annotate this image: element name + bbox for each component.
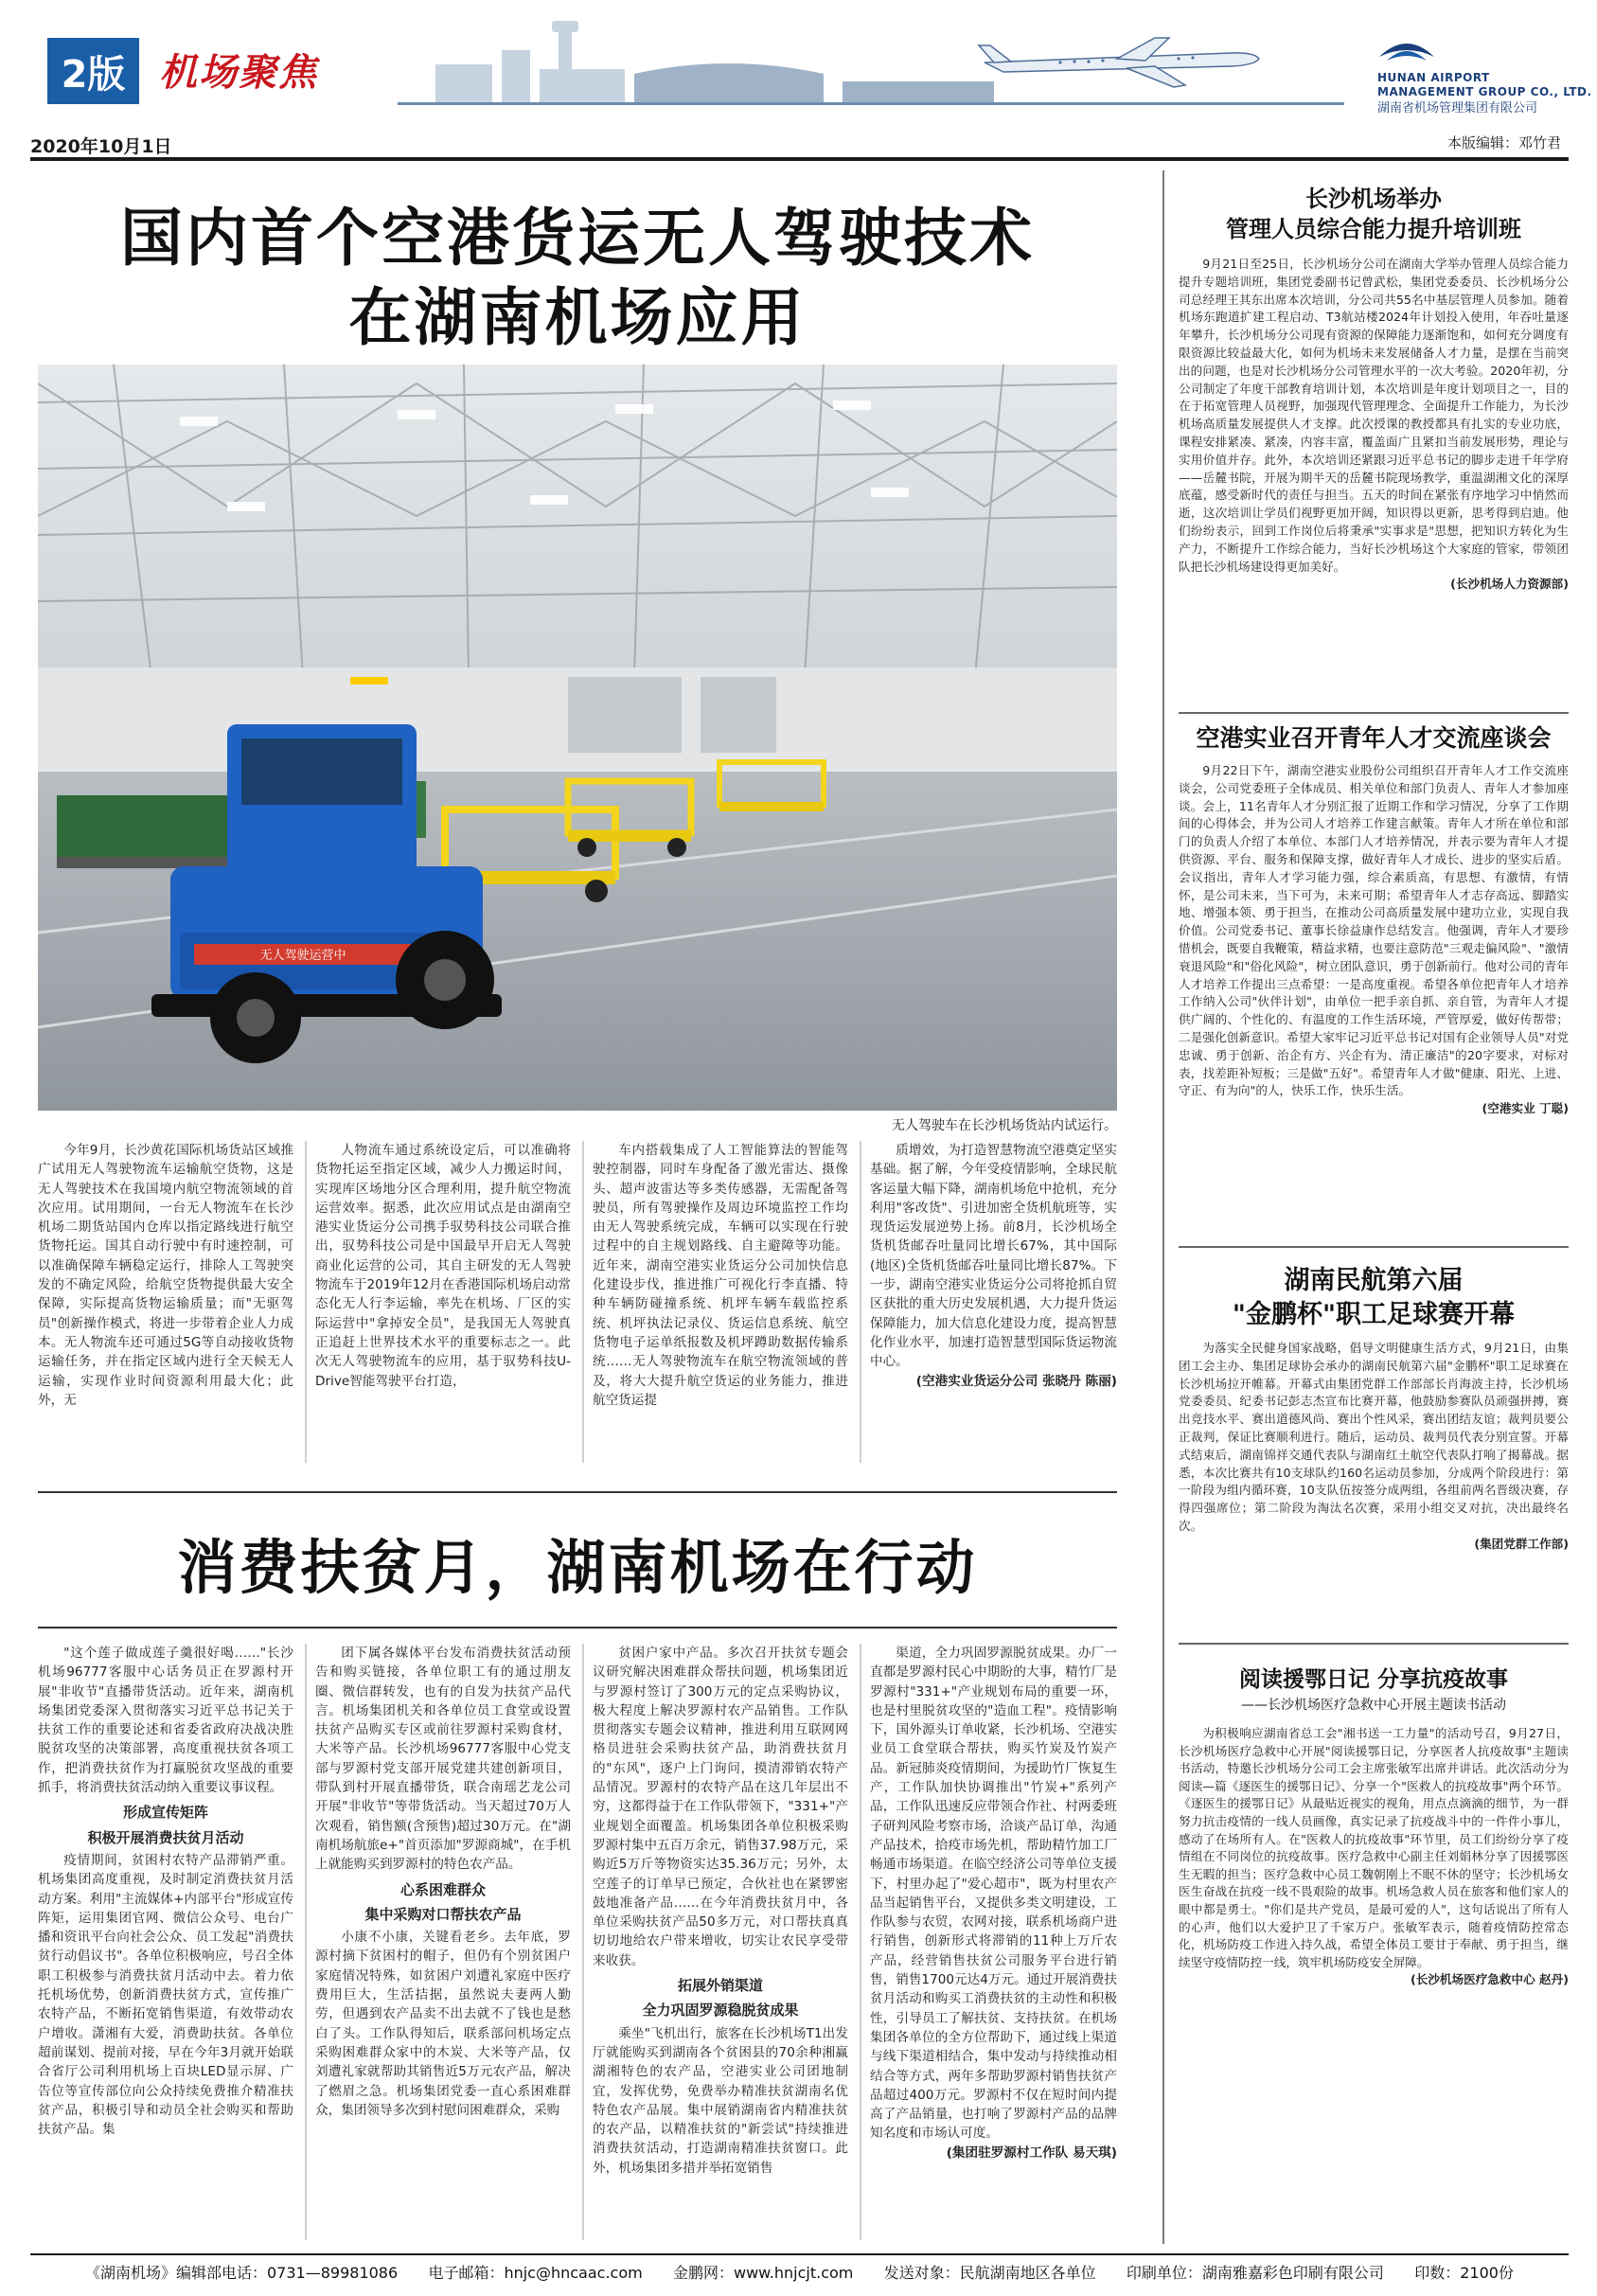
lead-col-2: 人物流车通过系统设定后，可以准确将货物托运至指定区域，减少人力搬运时间，实现库区场地分区合理利用，提升航空物流运营效率。据悉，此次应用试点是由湖南空港实业货运分公司携手驭势科技公司联合推出，驭势科技公司是中国最早开启无人驾驶商业化运营的公司，其自主研发的无人驾驶物流车于2019年12月在香港国际机场启动常态化无人行李运输，率先在机场、厂区的实际运营中"拿掉安全员"，是我国无人驾驶真正追赶上世界技术水平的重要标志之一。此次无人驾驶物流车的应用，基于驭势科技U-Drive智能驾驶平台打造， [315, 1143, 571, 1389]
company-name-cn: 湖南省机场管理集团有限公司 [1377, 101, 1538, 116]
poverty-subhead-1b: 积极开展消费扶贫月活动 [87, 1828, 244, 1846]
page-editor: 本版编辑：邓竹君 [1446, 134, 1561, 151]
company-name-en-line1: HUNAN AIRPORT [1377, 71, 1490, 84]
article-divider [1179, 712, 1569, 714]
column-divider [860, 1141, 861, 1463]
article2-byline: (空港实业 丁聪) [1482, 1101, 1569, 1116]
article4-title: 阅读援鄂日记 分享抗疫故事 [1238, 1667, 1508, 1692]
column-divider [305, 1141, 307, 1463]
footer-distribution: 发送对象：民航湖南地区各单位 [883, 2264, 1096, 2282]
top-divider [30, 157, 1569, 161]
poverty-byline: (集团驻罗源村工作队 易天琪) [946, 2145, 1117, 2161]
section-divider [38, 1627, 1117, 1629]
lead-photo-caption: 无人驾驶车在长沙机场货站内试运行。 [892, 1118, 1117, 1133]
footer [30, 2261, 1569, 2287]
poverty-subhead-3a: 拓展外销渠道 [677, 1977, 763, 1995]
footer-website: 金鹏网：www.hnjcjt.com [672, 2264, 854, 2282]
article3-byline: (集团党群工作部) [1474, 1536, 1569, 1551]
article2-body: 9月22日下午，湖南空港实业股份公司组织召开青年人才工作交流座谈会，公司党委班子全体成员、相关单位和部门负责人、青年人才参加座谈。会上，11名青年人才分别汇报了近期工作和学习情况，分享了工作期间的心得体会，并为公司人才培养工作建言献策。青年人才所在单位和部门的负责人介绍了本单位、本部门人才培养情况，并表示要为青年人才提供资源、平台、服务和保障支撑，做好青年人才成长、进步的坚实后盾。会议指出，青年人才学习能力强，综合素质高，有思想、有激情，有情怀，是公司未来，当下可为，未来可期；希望青年人才志存高远、脚踏实地、增强本领、勇于担当，在推动公司高质量发展中建功立业，实现自我价值。公司党委书记、董事长徐益康作总结发言。他强调，青年人才要珍惜机会，既要自我鞭策，精益求精，也要注意防范"三观走偏风险"、"激情衰退风险"和"俗化风险"，树立团队意识，勇于创新前行。他对公司的青年人才培养工作提出三点希望：一是高度重视。希望各单位把青年人才培养工作纳入公司"伙伴计划"，由单位一把手亲自抓、亲自管，为青年人才提供广阔的、个性化的、有温度的工作生活环境，严管厚爱，做好传帮带；二是强化创新意识。希望大家牢记习近平总书记对国有企业领导人员"对党忠诚、勇于创新、治企有方、兴企有为、清正廉洁"的20字要求，对标对表，找差距补短板；三是做"五好"。希望青年人才做"健康、阳光、上进、守正、有为向"的人，快乐工作，快乐生活。 (空港实业 丁聪) [1179, 762, 1569, 1118]
column-title: 机场聚焦 [159, 50, 318, 95]
poverty-col-3: 贫困户家中产品。多次召开扶贫专题会议研究解决困难群众帮扶问题，机场集团近与罗源村签订了300万元的定点采购协议，极大程度上解决罗源村农产品销售。工作队贯彻落实专题会议精神，推进利用互联网网格员进驻会采购扶贫产品，助消费扶贫月的"东风"，逐户上门询问，摸清滞销农特产品情况。罗源村的农特产品在这几年层出不穷，这都得益于在工作队带领下，"331+"产业规划全面覆盖。机场集团各单位积极采购罗源村集中五百万余元，销售37.98万元，采购近5万斤等物资实达35.36万元；另外，太空莲子的订单早已预定，合伙社也在紧锣密鼓地准备产品……在今年消费扶贫月中，各单位采购扶贫产品50多万元，对口帮扶真真切切地给农户带来增收，切实让农民享受带来收获。 拓展外销渠道 全力巩固罗源稳脱贫成果 乘坐"飞机出行，旅客在长沙机场T1出发厅就能购买到湖南各个贫困县的70余种湘赢湖湘特色的农产品，空港实业公司团地制宜，发挥优势，免费举办精准扶贫湖南名优特色农产品展。集中展销湖南省内精准扶贫的农产品，以精准扶贫的"新尝试"持续推进消费扶贫活动，打造湖南精准扶贫窗口。此外，机场集团多措并举拓宽销售 [593, 1646, 849, 2176]
company-name-en-line2: MANAGEMENT GROUP CO., LTD. [1377, 85, 1592, 98]
article4-body: 为积极响应湖南省总工会"湘书送一工力量"的活动号召，9月27日，长沙机场医疗急救中心开展"阅读援鄂日记，分享医者人抗疫故事"主题读书活动，特邀长沙机场分公司工会主席张敏军出席并讲话。此次活动分为阅读—篇《逐医生的援鄂日记》、分享一个"医救人的抗疫故事"两个环节。《逐医生的援鄂日记》从最贴近视实的视角，用点点滴滴的细节，为一群努力抗击疫情的一线人员画像，真实记录了抗疫战斗中的一件件小事儿，感动了在场所有人。在"医救人的抗疫故事"环节里，员工们纷纷分享了疫情组在不同岗位的抗疫故事。医疗急救中心副主任刘娟林分享了因援鄂医生无暇的担当；医疗急救中心员工魏朝刚上不眠不休的坚守；长沙机场女医生奋战在抗疫一线不畏艰险的故事。机场急救人员在旅客和他们家人的眼中都是勇士。"你们是共产党员，是最可爱的人"，这句话说出了所有人的心声，他们以大爱护卫了千家万户。张敏军表示，随着疫情防控常态化，机场防疫工作进入持久战，希望全体员工要甘于奉献、勇于担当，继续坚守疫情防控一线，筑牢机场防疫安全屏障。 (长沙机场医疗急救中心 赵丹) [1179, 1725, 1569, 1989]
column-divider [305, 1644, 307, 2240]
poverty-col-1: "这个莲子做成莲子羹很好喝……"长沙机场96777客服中心话务员正在罗源村开展"非收节"直播带货活动。近年来，湖南机场集团党委深入贯彻落实习近平总书记关于扶贫工作的重要论述和省委省政府决战决胜脱贫攻坚的决策部署，高度重视扶贫各项工作，把消费扶贫作为打赢脱贫攻坚战的重要抓手，将消费扶贫活动纳入重要议事议程。 形成宣传矩阵 积极开展消费扶贫月活动 疫情期间，贫困村农特产品滞销严重。机场集团高度重视，及时制定消费扶贫月活动方案。利用"主流媒体+内部平台"形成宣传阵矩，运用集团官网、微信公众号、电台广播和资讯平台向社会公众、员工发起"消费扶贫行动倡议书"。各单位积极响应，号召全体职工积极参与消费扶贫月活动中去。着力依托机场优势，创新消费扶贫方式，宣传推广农特产品，不断拓宽销售渠道，有效带动农户增收。潇湘有大爱，消费助扶贫。各单位超前谋划、提前对接，早在今年3月就开始联合省厅公司利用机场上百块LED显示屏、广告位等宣传部位向公众持续免费推介精准扶贫产品，积极引导和动员全社会购买和帮助扶贫产品。集 [38, 1646, 293, 2138]
right-column-divider [1162, 170, 1164, 2244]
footer-print-run: 印数：2100份 [1414, 2264, 1514, 2282]
issue-date: 2020年10月1日 [30, 136, 172, 157]
article-divider [1179, 1643, 1569, 1645]
article-divider [1179, 1246, 1569, 1248]
lead-photo-driverless-vehicle [38, 365, 1117, 1111]
footer-divider [30, 2253, 1569, 2255]
lead-col-4: 质增效，为打造智慧物流空港奠定坚实基础。据了解，今年受疫情影响，全球民航客运量大幅下降，湖南机场危中抢机，充分利用"客改货"、引进加密全货机航班等，实现货运发展逆势上扬。前8月，长沙机场全货机货邮吞吐量同比增长67%，其中国际(地区)全货机货邮吞吐量同比增长87%。下一步，湖南空港实业货运分公司将抢抓自贸区获批的重大历史发展机遇，大力提升货运保障能力，加大信息化建设力度，提高智慧化作业水平，加速打造智慧型国际货运物流中心。 (空港实业货运分公司 张晓丹 陈丽) [870, 1141, 1117, 1391]
lead-col-1: 今年9月，长沙黄花国际机场货站区域推广试用无人驾驶物流车运输航空货物，这是无人驾驶技术在我国境内航空物流领域的首次应用。试用期间，一台无人物流车在长沙机场二期货站国内仓库以指定路线进行航空货物托运。国其自动行驶中有时速控制，可以准确保障车辆稳定运行，排除人工驾驶突发的不确定风险，给航空货物提供最大安全保障，实际提高货物运输质量；而"无驱驾员"创新操作模式，将进一步带着企业人力成本。无人物流车还可通过5G等自动接收货物运输任务，并在指定区域内进行全天候无人运输，实现作业时间资源利用最大化；此外，无 [38, 1143, 293, 1408]
footer-printer: 印刷单位：湖南雅嘉彩色印刷有限公司 [1126, 2264, 1384, 2282]
footer-email: 电子邮箱：hnjc@hncaac.com [428, 2264, 643, 2282]
poverty-headline: 消费扶贫月，湖南机场在行动 [177, 1533, 978, 1602]
article3-title-line1: 湖南民航第六届 [1284, 1266, 1464, 1295]
article4-byline: (长沙机场医疗急救中心 赵丹) [1410, 1972, 1569, 1987]
lead-headline-line1: 国内首个空港货运无人驾驶技术 [120, 202, 1035, 275]
poverty-subhead-3b: 全力巩固罗源稳脱贫成果 [642, 2002, 799, 2020]
section-divider [38, 1491, 1117, 1493]
article3-title-line2: "金鹏杯"职工足球赛开幕 [1232, 1300, 1516, 1329]
edition-number: 2版 [47, 38, 139, 104]
lead-byline: (空港实业货运分公司 张晓丹 陈丽) [915, 1373, 1117, 1389]
company-logo-icon [1375, 28, 1438, 66]
poverty-subhead-2b: 集中采购对口帮扶农产品 [364, 1905, 522, 1923]
article1-body: 9月21日至25日，长沙机场分公司在湖南大学举办管理人员综合能力提升专题培训班，集团党委副书记曾武松，集团党委委员、长沙机场分公司总经理王其东出席本次培训，分公司共55名中基层管理人员参加。随着机场东跑道扩建工程启动、T3航站楼2024年计划投入使用，年吞吐量逐年攀升，长沙机场分公司现有资源的保障能力逐渐饱和，如何充分调度有限资源比较益最大化，如何为机场未来发展储备人才力量，是摆在当前突出的问题，也是对长沙机场分公司管理水平的一次大考验。2020年初，分公司制定了年度干部教育培训计划，本次培训是年度计划项目之一，目的在于拓宽管理人员视野，加强现代管理理念、全面提升工作能力，为长沙机场高质量发展提供人才支撑。此次授课的教授都具有扎实的专业功底，课程安排紧凑、紧凑，内容丰富，覆盖面广且紧扣当前发展形势，理论与实用价值并存。此外，本次培训还紧跟习近平总书记的脚步走进千年学府——岳麓书院，开展为期半天的岳麓书院现场教学，重温湖湘文化的深厚底蕴，感受新时代的责任与担当。五天的时间在紧张有序地学习中悄然而逝，这次培训让学员们视野更加开阔，知识得以更新，思考得到启迪。他们纷纷表示，回到工作岗位后将秉承"实事求是"思想，把知识方转化为生产力，不断提升工作综合能力，当好长沙机场这个大家庭的管家，带领团队把长沙机场建设得更加美好。 (长沙机场人力资源部) [1179, 256, 1569, 594]
airport-skyline-illustration [398, 17, 1344, 112]
masthead [0, 0, 1597, 128]
poverty-subhead-2a: 心系困难群众 [399, 1880, 486, 1898]
lead-headline-line2: 在湖南机场应用 [348, 281, 807, 354]
poverty-col-2: 团下属各媒体平台发布消费扶贫活动预告和购买链接，各单位职工有的通过朋友圈、微信群转发，也有的自发为扶贫产品代言。机场集团机关和各单位员工食堂或设置扶贫产品购买专区或前往罗源村采购食材，大米等产品。长沙机场96777客服中心党支部与罗源村党支部开展党建共建创新项目，带队到村开展直播带货，联合南瑶艺龙公司开展"非收节"等带货活动。当天超过70万人次观看，销售额(含预售)超过30万元。在"湖南机场航旅e+"首页添加"罗源商城"，在手机上就能购买到罗源村的特色农产品。 心系困难群众 集中采购对口帮扶农产品 小康不小康，关键看老乡。去年底，罗源村摘下贫困村的帽子，但仍有个别贫困户家庭情况特殊，如贫困户刘遭礼家庭中医疗费用巨大，生活拮据，虽然说夫妻两人勤劳，但遇到农产品卖不出去就不了钱也是愁白了头。工作队得知后，联系部问机场定点采购困难群众家中的木炭、大米等产品，仅刘遭礼家就帮助其销售近5万元农产品，解决了燃眉之急。机场集团党委一直心系困难群众，集团领导多次到村慰问困难群众，采购 [315, 1646, 571, 2118]
footer-editorial-phone: 《湖南机场》编辑部电话：0731—89981086 [85, 2264, 399, 2282]
article3-body: 为落实全民健身国家战略，倡导文明健康生活方式，9月21日，由集团工会主办、集团足球协会承办的湖南民航第六届"金鹏杯"职工足球赛在长沙机场拉开帷幕。开幕式由集团党群工作部部长肖海波主持，长沙机场党委委员、纪委书记彭志杰宣布比赛开幕，他鼓励参赛队员顽强拼搏，赛出竞技水平、赛出道德风尚、赛出个性风采，赛出团结友谊；裁判员要公正裁判，保证比赛顺利进行。随后，运动员、裁判员代表分别宣誓。开幕式结束后，湖南锦祥交通代表队与湖南红土航空代表队打响了揭幕战。据悉，本次比赛共有10支球队约160名运动员参加，分成两个阶段进行：第一阶段为组内循环赛，10支队伍按签分成两组，各组前两名晋级决赛，存得四强席位；第二阶段为淘汰名次赛，采用小组交叉对抗，决出最终名次。 (集团党群工作部) [1179, 1340, 1569, 1554]
poverty-col-4: 渠道，全力巩固罗源脱贫成果。办厂一直都是罗源村民心中期盼的大事，精竹厂是罗源村"331+"产业规划布局的重要一环，也是村里脱贫攻坚的"造血工程"。疫情影响下，国外源头订单收紧，长沙机场、空港实业员工食堂联合帮扶，购买竹炭及竹炭产品。新冠肺炎疫情期间，为援助竹厂恢复生产，工作队加快协调推出"竹炭+"系列产品，工作队迅速反应带领合作社、村两委班子研判风险考察市场，洽谈产品订单，沟通产品技术，拾疫市场先机，帮助精竹加工厂畅通市场渠道。在临空经济公司等单位支援下，村里办起了"爱心超市"，既为村里农产品当起销售平台，又提供多类文明建设，工作队参与农贸，农网对接，联系机场商户进行销售，创新形式将滞销的11种上万斤农产品，经营销售扶贫公司服务平台进行销售，销售1700元达4万元。通过开展消费扶贫月活动和购买工消费扶贫的主动性和积极性，引导员工了解扶贫、支持扶贫。在机场集团各单位的全方位帮助下，通过线上渠道与线下渠道相结合，集中发动与持续推动相结合等方式，两年多帮助罗源村销售扶贫产品超过400万元。罗源村不仅在短时间内提高了产品销量，也打响了罗源村产品的品牌知名度和市场认可度。 (集团驻罗源村工作队 易天琪) [870, 1644, 1117, 2163]
vehicle-banner-text: 无人驾驶运营中 [259, 949, 346, 963]
article1-byline: (长沙机场人力资源部) [1450, 577, 1569, 592]
article1-title-line1: 长沙机场举办 [1305, 186, 1442, 212]
article1-title-line2: 管理人员综合能力提升培训班 [1226, 216, 1521, 242]
poverty-subhead-1a: 形成宣传矩阵 [122, 1804, 208, 1822]
column-divider [860, 1644, 861, 2240]
article4-subtitle: ——长沙机场医疗急救中心开展主题读书活动 [1241, 1698, 1506, 1713]
article2-title: 空港实业召开青年人才交流座谈会 [1196, 724, 1552, 752]
lead-col-3: 车内搭载集成了人工智能算法的智能驾驶控制器，同时车身配备了激光雷达、摄像头、超声波雷达等多类传感器，无需配备驾驶员，所有驾驶操作及周边环境监控工作均由无人驾驶系统完成，车辆可以实现在行驶过程中的自主规划路线、自主避障等功能。近年来，湖南空港实业货运分公司加快信息化建设步伐，推进推广可视化行李直播、特种车辆防碰撞系统、机坪车辆车载监控系统、机坪执法记录仪、货运信息系统、航空货物电子运单纸报数及机坪蹲助数据传输系统……无人驾驶物流车在航空物流领域的普及，将大大提升航空货运的业务能力，推进航空货运提 [593, 1143, 848, 1408]
column-divider [582, 1644, 584, 2240]
column-divider [582, 1141, 584, 1463]
